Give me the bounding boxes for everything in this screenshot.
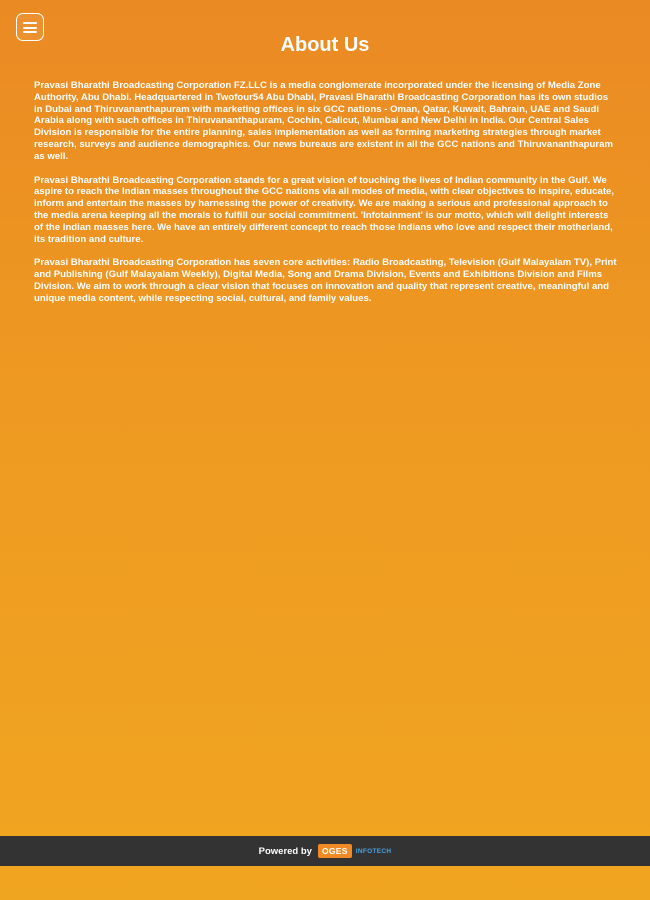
- footer-bar: [0, 836, 650, 866]
- powered-by-label: Powered by: [258, 845, 312, 857]
- about-content: [34, 80, 618, 317]
- about-paragraph: Pravasi Bharathi Broadcasting Corporation FZ.LLC is a media conglomerate incorporated under the licensing of Media Zone Authority, Abu Dhabi. Headquartered in Twofour54 Abu Dhabi, Pravasi Bharathi Broadcasting Corporation has its own studios in Dubai and Thiruvananthapuram with marketing offices in six GCC nations - Oman, Qatar, Kuwait, Bahrain, UAE and Saudi Arabia along with such offices in Thiruvananthapuram, Cochin, Calicut, Mumbai and New Delhi in India. Our Central Sales Division is responsible for the entire planning, sales implementation as well as forming marketing strategies through market research, surveys and audience demographics. Our news bureaus are existent in all the GCC nations and Thiruvananthapuram as well.: [34, 80, 613, 162]
- about-paragraph: Pravasi Bharathi Broadcasting Corporation has seven core activities: Radio Broadcasting, Television (Gulf Malayalam TV), Print and Publishing (Gulf Malayalam Weekly), Digital Media, Song and Drama Division, Events and Exhibitions Division and Films Division. We aim to work through a clear vision that focuses on innovation and quality that represent creative, meaningful and unique media content, while respecting social, cultural, and family values.: [34, 257, 617, 304]
- infotech-logo-text: INFOTECH: [355, 847, 392, 855]
- oges-logo[interactable]: OGES: [318, 844, 352, 858]
- about-paragraph: Pravasi Bharathi Broadcasting Corporation stands for a great vision of touching the lives of Indian community in the Gulf. We aspire to reach the Indian masses throughout the GCC nations via all modes of media, with clear objectives to inspire, educate, inform and entertain the masses by harnessing the power of creativity. We are making a serious and professional approach to the media arena keeping all the morals to fulfill our social commitment. 'Infotainment' is our motto, which will delight interests of the Indian masses here. We have an entirely different concept to reach those Indians who love and respect their motherland, its tradition and culture.: [34, 174, 615, 245]
- page-title: About Us: [280, 34, 370, 56]
- hamburger-menu-icon: [23, 22, 37, 24]
